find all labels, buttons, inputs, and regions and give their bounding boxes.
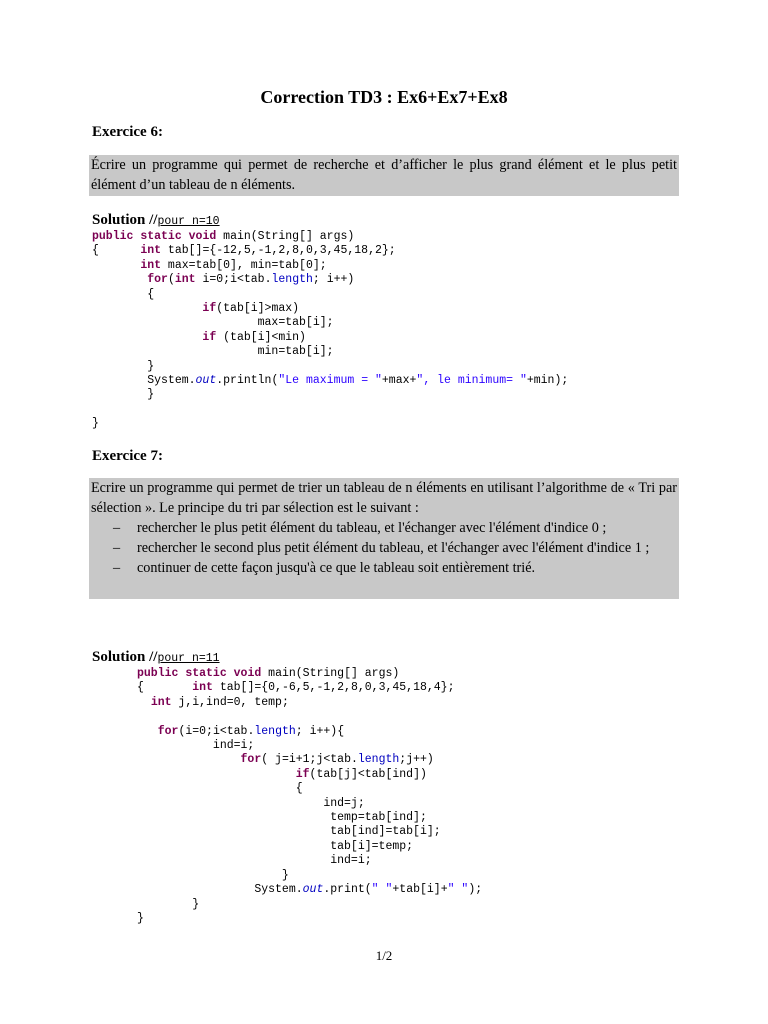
code-line: {	[92, 287, 155, 301]
dash-icon: –	[113, 520, 121, 536]
code-line: }	[137, 868, 289, 882]
dash-icon: –	[113, 540, 121, 556]
code-line: }	[92, 388, 155, 402]
solution-6-heading	[92, 211, 220, 231]
code-line: ind=i;	[137, 739, 255, 753]
exercise-6-statement: Écrire un programme qui permet de recherche et d’afficher le plus grand élément et le plus petit élément d’un tableau de n éléments.	[91, 157, 677, 193]
exercise-7-bullet-list	[91, 518, 677, 578]
code-line: System.out.print(" "+tab[i]+" ");	[137, 883, 483, 897]
code-line: tab[ind]=tab[i];	[137, 825, 441, 839]
list-item	[91, 518, 677, 538]
solution-7-heading	[92, 648, 220, 668]
list-item	[91, 538, 677, 558]
code-line: temp=tab[ind];	[137, 811, 427, 825]
document-title: Correction TD3 : Ex6+Ex7+Ex8	[260, 87, 508, 107]
code-line: System.out.println("Le maximum = "+max+", le minimum= "+min);	[92, 374, 569, 388]
code-line: int j,i,ind=0, temp;	[150, 695, 289, 709]
list-item	[91, 558, 677, 578]
page-number: 1/2	[375, 948, 393, 963]
code-line: max=tab[i];	[92, 316, 334, 330]
bullet-text: rechercher le plus petit élément du tableau, et l'échanger avec l'élément d'indice 0 ;	[137, 520, 607, 536]
code-line: int max=tab[0], min=tab[0];	[140, 258, 327, 272]
code-line: if (tab[i]<min)	[202, 330, 306, 344]
code-line: for(i=0;i<tab.length; i++){	[157, 724, 345, 738]
bullet-text: rechercher le second plus petit élément du tableau, et l'échanger avec l'élément d'indice 1 ;	[137, 540, 650, 556]
code-line: }	[137, 897, 200, 911]
code-block-exercise-7	[137, 667, 482, 926]
code-line: public static void main(String[] args)	[92, 230, 355, 243]
code-line: if(tab[j]<tab[ind])	[295, 767, 427, 781]
code-line: tab[i]=temp;	[137, 839, 414, 853]
code-line: for( j=i+1;j<tab.length;j++)	[240, 753, 434, 767]
code-line: ind=j;	[137, 796, 365, 810]
bullet-text: continuer de cette façon jusqu'à ce que le tableau soit entièrement trié.	[137, 560, 536, 576]
code-line: {	[137, 782, 303, 796]
exercise-7-statement-box	[89, 478, 679, 599]
code-line: { int tab[]={-12,5,-1,2,8,0,3,45,18,2};	[92, 244, 396, 258]
solution-6-note: pour n=10	[157, 215, 220, 228]
solution-6-label: Solution //	[92, 212, 158, 228]
code-line: }	[137, 911, 144, 925]
code-block-exercise-6	[92, 230, 568, 432]
solution-7-label: Solution //	[92, 649, 158, 665]
code-line: }	[92, 417, 99, 431]
exercise-6-heading: Exercice 6:	[92, 124, 163, 140]
exercise-7-statement: Ecrire un programme qui permet de trier un tableau de n éléments en utilisant l’algorithme de « Tri par sélection ». Le principe du tri par sélection est le suivant :	[91, 480, 677, 516]
code-line: if(tab[i]>max)	[202, 302, 300, 316]
code-line: for(int i=0;i<tab.length; i++)	[147, 273, 355, 287]
code-line: min=tab[i];	[92, 345, 334, 359]
exercise-6-statement-box	[89, 155, 679, 196]
solution-7-note: pour n=11	[157, 652, 220, 665]
code-line: ind=i;	[137, 854, 372, 868]
exercise-7-heading: Exercice 7:	[92, 448, 163, 464]
dash-icon: –	[113, 560, 121, 576]
code-line: public static void main(String[] args)	[137, 667, 400, 680]
code-line: { int tab[]={0,-6,5,-1,2,8,0,3,45,18,4};	[137, 681, 455, 695]
code-line: }	[92, 359, 155, 373]
